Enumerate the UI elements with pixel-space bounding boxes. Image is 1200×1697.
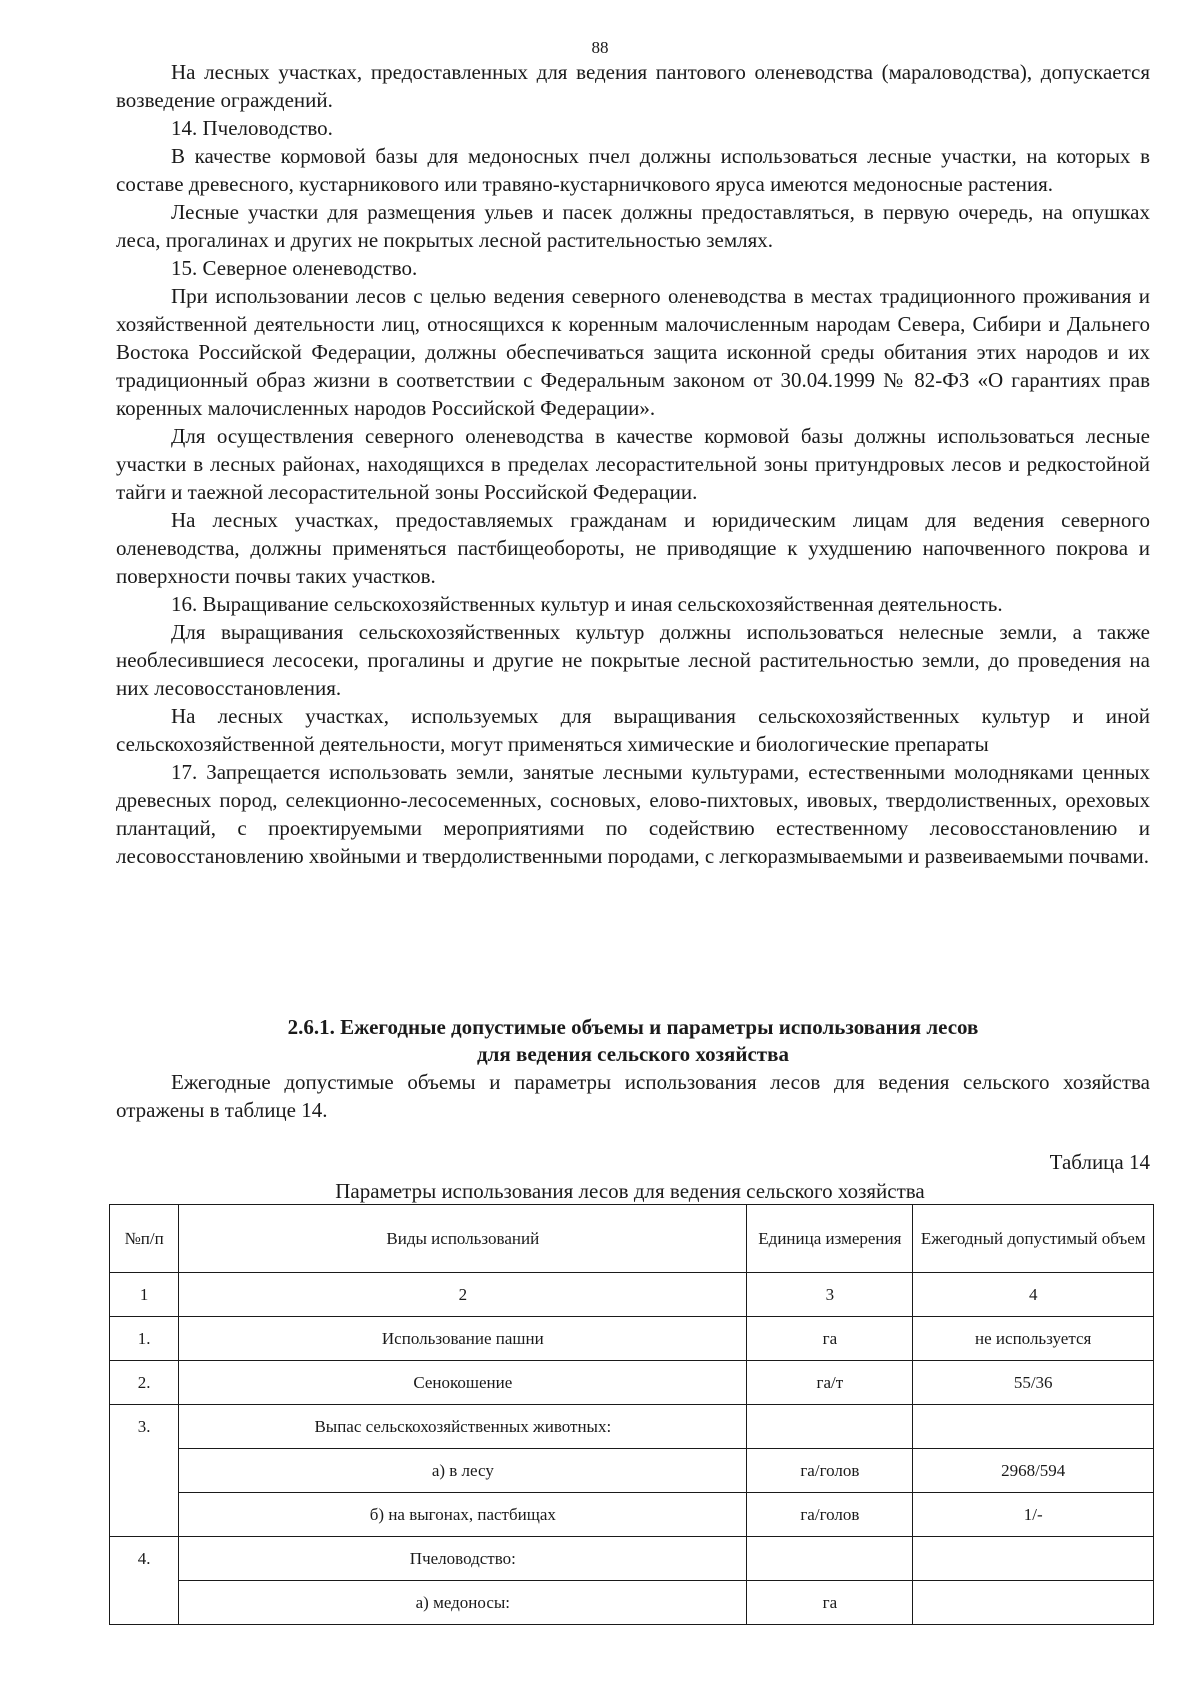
paragraph: На лесных участках, предоставляемых гражданам и юридическим лицам для ведения северного оленеводства, должны применяться пастбищеобороты, не приводящие к ухудшению напочвенного покрова и поверхности почвы таких участков.	[116, 508, 1150, 588]
row-number-cell: 3.	[110, 1405, 179, 1537]
unit-cell	[747, 1405, 913, 1449]
row-number-cell: 4.	[110, 1537, 179, 1625]
table-row	[110, 1493, 1154, 1537]
usage-kind-cell: Сенокошение	[179, 1361, 747, 1405]
volume-cell: не используется	[913, 1317, 1154, 1361]
table-row	[110, 1317, 1154, 1361]
paragraph: 16. Выращивание сельскохозяйственных культур и иная сельскохозяйственная деятельность.	[171, 592, 1003, 616]
row-number-cell: 2.	[110, 1361, 179, 1405]
usage-kind-cell: а) медоносы:	[179, 1581, 747, 1625]
parameters-table	[109, 1204, 1154, 1625]
row-number-cell: 1.	[110, 1317, 179, 1361]
section-title-line: 2.6.1. Ежегодные допустимые объемы и параметры использования лесов	[287, 1015, 979, 1039]
unit-cell: га	[747, 1581, 913, 1625]
volume-cell	[913, 1581, 1154, 1625]
table-caption: Параметры использования лесов для ведения сельского хозяйства	[335, 1179, 925, 1203]
volume-cell: 1/-	[913, 1493, 1154, 1537]
column-number-cell: 2	[179, 1273, 747, 1317]
table-row	[110, 1581, 1154, 1625]
paragraph: При использовании лесов с целью ведения северного оленеводства в местах традиционного проживания и хозяйственной деятельности лиц, относящихся к коренным малочисленным народам Севера, Сибири и Дальнего Востока Российской Федерации, должны обеспечиваться защита исконной среды обитания этих народов и их традиционный образ жизни в соответствии с Федеральным законом от 30.04.1999 № 82-ФЗ «О гарантиях прав коренных малочисленных народов Российской Федерации».	[116, 284, 1150, 420]
header-cell: Единица измерения	[747, 1205, 913, 1273]
usage-kind-cell: б) на выгонах, пастбищах	[179, 1493, 747, 1537]
paragraph: В качестве кормовой базы для медоносных пчел должны использоваться лесные участки, на которых в составе древесного, кустарникового или травяно-кустарничкового яруса имеются медоносные растения.	[116, 144, 1150, 196]
table-row	[110, 1449, 1154, 1493]
table-row	[110, 1537, 1154, 1581]
usage-kind-cell: Пчеловодство:	[179, 1537, 747, 1581]
column-number-cell: 1	[110, 1273, 179, 1317]
usage-kind-cell: Использование пашни	[179, 1317, 747, 1361]
unit-cell	[747, 1537, 913, 1581]
unit-cell: га/т	[747, 1361, 913, 1405]
page-number: 88	[591, 38, 609, 57]
header-cell: Ежегодный допустимый объем	[913, 1205, 1154, 1273]
volume-cell	[913, 1537, 1154, 1581]
paragraph: Для осуществления северного оленеводства в качестве кормовой базы должны использоваться лесные участки в лесных районах, находящихся в пределах лесорастительной зоны притундровых лесов и редкостойной тайги и таежной лесорастительной зоны Российской Федерации.	[116, 424, 1150, 504]
column-number-cell: 3	[747, 1273, 913, 1317]
paragraph: Для выращивания сельскохозяйственных культур должны использоваться нелесные земли, а также необлесившиеся лесосеки, прогалины и другие не покрытые лесной растительностью земли, до проведения на них лесовосстановления.	[116, 620, 1150, 700]
table-row	[110, 1361, 1154, 1405]
unit-cell: га	[747, 1317, 913, 1361]
volume-cell	[913, 1405, 1154, 1449]
paragraph: На лесных участках, используемых для выращивания сельскохозяйственных культур и иной сельскохозяйственной деятельности, могут применяться химические и биологические препараты	[116, 704, 1150, 756]
unit-cell: га/голов	[747, 1449, 913, 1493]
column-numbers-row	[110, 1273, 1154, 1317]
paragraph: 14. Пчеловодство.	[171, 116, 333, 140]
section-title-line: для ведения сельского хозяйства	[477, 1042, 789, 1066]
paragraph: Лесные участки для размещения ульев и пасек должны предоставляться, в первую очередь, на опушках леса, прогалинах и других не покрытых лесной растительностью землях.	[116, 200, 1150, 252]
paragraph: 17. Запрещается использовать земли, занятые лесными культурами, естественными молодняками ценных древесных пород, селекционно-лесосеменных, сосновых, елово-пихтовых, ивовых, твердолиственных, ореховых плантаций, с проектируемыми мероприятиями по содействию естественному лесовосстановлению и лесовосстановлению хвойными и твердолиственными породами, с легкоразмываемыми и развеиваемыми почвами.	[116, 760, 1150, 868]
paragraph: На лесных участках, предоставленных для ведения пантового оленеводства (мараловодства), допускается возведение ограждений.	[116, 60, 1150, 112]
column-number-cell: 4	[913, 1273, 1154, 1317]
section-intro: Ежегодные допустимые объемы и параметры использования лесов для ведения сельского хозяйства отражены в таблице 14.	[116, 1070, 1150, 1122]
unit-cell: га/голов	[747, 1493, 913, 1537]
table-label: Таблица 14	[1049, 1150, 1150, 1174]
usage-kind-cell: а) в лесу	[179, 1449, 747, 1493]
paragraph: 15. Северное оленеводство.	[171, 256, 418, 280]
volume-cell: 2968/594	[913, 1449, 1154, 1493]
table-header-row	[110, 1205, 1154, 1273]
body-text	[116, 58, 1150, 870]
volume-cell: 55/36	[913, 1361, 1154, 1405]
usage-kind-cell: Выпас сельскохозяйственных животных:	[179, 1405, 747, 1449]
header-cell: Виды использований	[179, 1205, 747, 1273]
table-row	[110, 1405, 1154, 1449]
section-title	[116, 1014, 1150, 1068]
header-cell: №п/п	[110, 1205, 179, 1273]
